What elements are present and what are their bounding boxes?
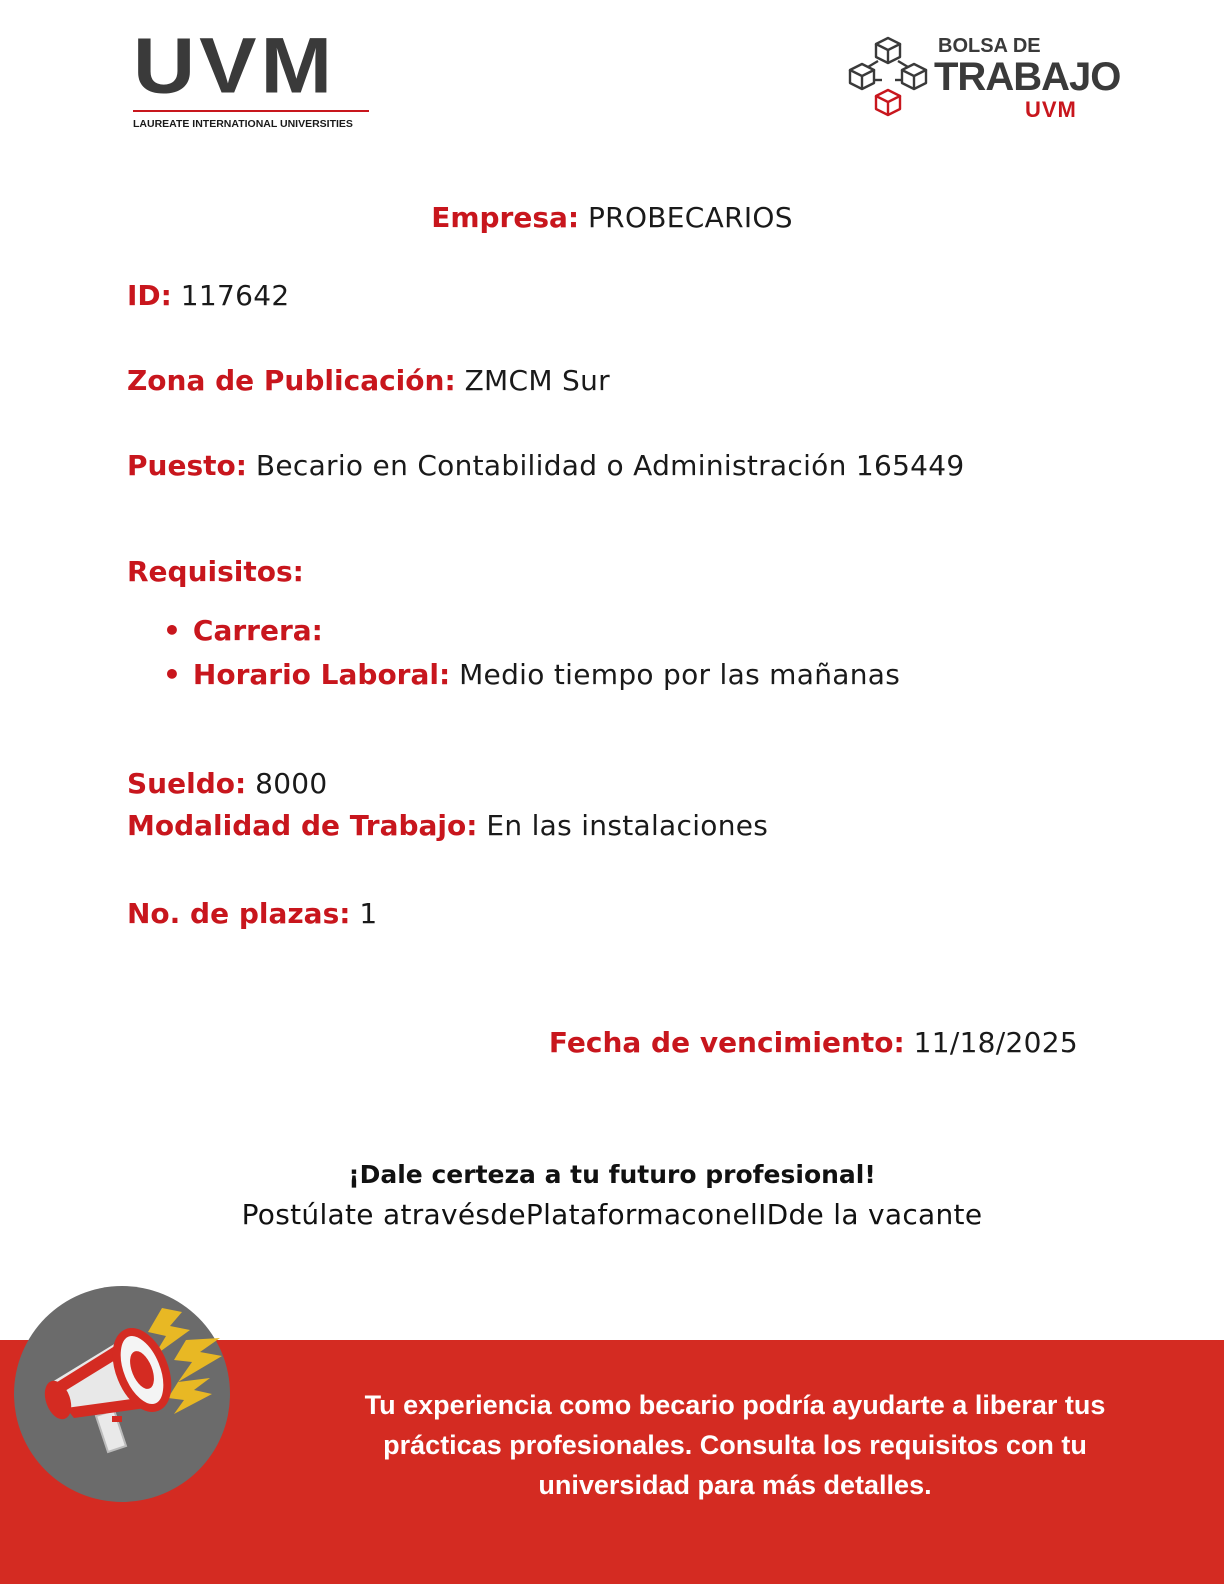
sueldo-label: Sueldo: [127,767,247,800]
id-row [127,278,289,314]
modalidad-value: En las instalaciones [486,809,769,842]
id-label: ID: [127,279,172,312]
uvm-logo-subtitle: LAUREATE INTERNATIONAL UNIVERSITIES [133,118,353,130]
requisitos-label: Requisitos: [127,555,304,588]
zona-value: ZMCM Sur [464,364,610,397]
uvm-logo-word: UVM [133,21,337,111]
bullet-icon: • [163,614,181,647]
requisitos-heading [127,554,304,590]
bullet-icon: • [163,658,181,691]
puesto-label: Puesto: [127,449,247,482]
sueldo-value: 8000 [255,767,328,800]
bolsa-de-trabajo-logo [848,30,1121,122]
vencimiento-value: 11/18/2025 [913,1026,1078,1059]
empresa-label: Empresa: [431,201,580,234]
megaphone-badge [14,1286,230,1502]
cube-network-icon [848,34,930,118]
vencimiento-label: Fecha de vencimiento: [548,1026,905,1059]
uvm-logo [133,21,369,130]
plazas-value: 1 [359,897,378,930]
carrera-label: Carrera: [192,614,323,647]
modalidad-label: Modalidad de Trabajo: [127,809,478,842]
empresa-value: PROBECARIOS [588,201,793,234]
list-item [163,653,900,697]
requisitos-list [163,609,900,697]
bolsa-logo-line3: UVM [1025,97,1077,122]
list-item [163,609,900,653]
zona-row [127,363,610,399]
cta-title: ¡Dale certeza a tu futuro profesional! [348,1160,876,1189]
footer-text: Tu experiencia como becario podría ayudarte a liberar tus prácticas profesionales. Consulta los requisitos con tu universidad para más detalles. [364,1390,1106,1500]
megaphone-icon [14,1286,230,1502]
cta-subtitle: Postúlate atravésdePlataformaconelIDde la vacante [241,1198,983,1231]
uvm-logo-divider [133,110,369,112]
empresa-row [0,200,1224,236]
puesto-value: Becario en Contabilidad o Administración 165449 [255,449,965,482]
id-value: 117642 [180,279,290,312]
sueldo-row [127,766,328,802]
bolsa-logo-line1: BOLSA DE [938,35,1041,57]
plazas-label: No. de plazas: [127,897,351,930]
horario-value: Medio tiempo por las mañanas [459,658,901,691]
vencimiento-row [549,1025,1078,1061]
plazas-row [127,896,377,932]
puesto-row [127,448,965,484]
modalidad-row [127,808,768,844]
zona-label: Zona de Publicación: [127,364,456,397]
bolsa-logo-line2: TRABAJO [934,55,1121,99]
horario-label: Horario Laboral: [192,658,451,691]
